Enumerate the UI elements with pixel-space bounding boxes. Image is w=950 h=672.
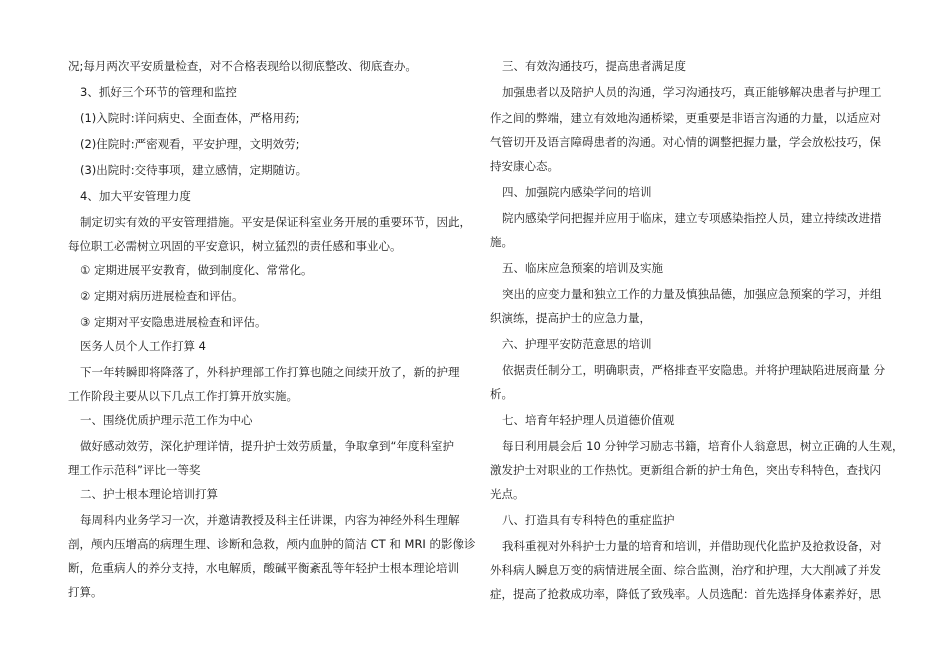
text-line: 二、护士根本理论培训打算 (80, 487, 218, 501)
text-line: 3、抓好三个环节的管理和监控 (80, 85, 237, 99)
text-line: 打算。 (68, 585, 103, 599)
text-line: 持安康心态。 (490, 159, 559, 173)
text-line: 症，提高了抢救成功率，降低了致残率。人员选配：首先选择身体素养好，思 (490, 587, 881, 601)
text-line: 每日利用晨会后 10 分钟学习励志书籍，培育仆人翁意思，树立正确的人生观， (502, 439, 904, 453)
text-line: ② 定期对病历进展检查和评估。 (80, 289, 244, 303)
text-line: 六、护理平安防范意思的培训 (502, 337, 652, 351)
text-line: 一、围绕优质护理示范工作为中心 (80, 413, 253, 427)
text-line: 剖，颅内压增高的病理生理、诊断和急救，颅内血肿的简洁 CT 和 MRI 的影像诊 (68, 537, 476, 551)
text-line: 四、加强院内感染学问的培训 (502, 185, 652, 199)
text-line: 织演练，提高护士的应急力量， (490, 311, 651, 325)
text-line: 外科病人瞬息万变的病情进展全面、综合监测，治疗和护理，大大削减了并发 (490, 563, 881, 577)
text-line: 每周科内业务学习一次，并邀请教授及科主任讲课，内容为神经外科生理解 (80, 513, 460, 527)
text-line: 医务人员个人工作打算 4 (80, 339, 206, 353)
text-line: (1)入院时:详问病史、全面查体，严格用药; (80, 111, 300, 125)
text-line: 下一年转瞬即将降落了，外科护理部工作打算也随之间续开放了，新的护理 (80, 365, 460, 379)
text-line: 析。 (490, 387, 513, 401)
text-line: 断，危重病人的养分支持，水电解质，酸碱平衡紊乱等年轻护士根本理论培训 (68, 561, 459, 575)
text-line: 理工作示范科”评比一等奖 (68, 463, 201, 477)
text-line: 三、有效沟通技巧，提高患者满足度 (502, 59, 686, 73)
text-line: 八、打造具有专科特色的重症监护 (502, 513, 675, 527)
text-line: 做好感动效劳，深化护理详情，提升护士效劳质量，争取拿到“年度科室护 (80, 439, 454, 453)
text-line: 七、培育年轻护理人员道德价值观 (502, 413, 675, 427)
text-line: 制定切实有效的平安管理措施。平安是保证科室业务开展的重要环节，因此， (80, 215, 471, 229)
text-line: 五、临床应急预案的培训及实施 (502, 261, 663, 275)
text-line: 突出的应变力量和独立工作的力量及慎独品德，加强应急预案的学习，并组 (502, 287, 882, 301)
text-line: ③ 定期对平安隐患进展检查和评估。 (80, 315, 267, 329)
text-line: ① 定期进展平安教育，做到制度化、常常化。 (80, 263, 313, 277)
text-line: 激发护士对职业的工作热忱。更新组合新的护士角色，突出专科特色，查找闪 (490, 463, 881, 477)
text-line: 4、加大平安管理力度 (80, 189, 191, 203)
text-line: 院内感染学问把握并应用于临床，建立专项感染指控人员，建立持续改进措 (502, 211, 882, 225)
text-line: 我科重视对外科护士力量的培育和培训，并借助现代化监护及抢救设备，对 (502, 539, 882, 553)
text-line: (3)出院时:交待事项，建立感情，定期随访。 (80, 163, 308, 177)
text-line: 加强患者以及陪护人员的沟通，学习沟通技巧，真正能够解决患者与护理工 (502, 85, 882, 99)
text-line: (2)住院时:严密观看，平安护理，文明效劳; (80, 137, 300, 151)
text-line: 工作阶段主要从以下几点工作打算开放实施。 (68, 389, 298, 403)
text-line: 每位职工必需树立巩固的平安意识，树立猛烈的责任感和事业心。 (68, 239, 402, 253)
text-line: 光点。 (490, 487, 525, 501)
text-line: 作之间的弊端，建立有效地沟通桥梁，更重要是非语言沟通的力量，以适应对 (490, 111, 881, 125)
text-line: 况;每月两次平安质量检查，对不合格表现给以彻底整改、彻底查办。 (68, 59, 417, 73)
text-line: 气管切开及语言障碍患者的沟通。对心情的调整把握力量，学会放松技巧，保 (490, 135, 881, 149)
text-line: 施。 (490, 235, 513, 249)
text-line: 依据责任制分工，明确职责，严格排查平安隐患。并将护理缺陷进展商量 分 (502, 363, 886, 377)
